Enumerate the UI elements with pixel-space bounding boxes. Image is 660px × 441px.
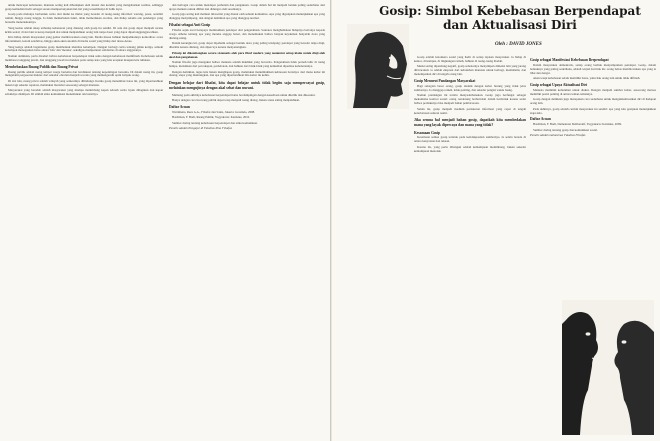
two-heads-illustration	[562, 300, 654, 435]
right-page-column-2	[530, 56, 656, 296]
body-paragraph-bold: Prinsip ini dikembangkan secara sistematis oleh para filsuf modern yang menuntut setiap klaim untuk diuji oleh akal dan pengalaman.	[169, 50, 325, 59]
body-paragraph: Gosip dengan demikian juga merupakan cara sederhana untuk mengaktualisasikan diri di hadapan orang lain.	[530, 97, 656, 106]
body-paragraph: Gosip adalah fenomena sosial yang hadir di setiap lapisan masyarakat. Ia hidup di kantor, di kampus, di lingkungan rumah, bahkan di ruang-ruang ibadah.	[414, 56, 526, 63]
body-paragraph: Filsafat sejak awal berupaya memisahkan pendapat dari pengetahuan. Sokrates menghabiskan hidupnya bertanya kepada warga Athena tentang apa yang mereka anggap benar, dan menemukan bahwa banyak keyakinan hanyalah doxa yang diulang-ulang.	[169, 28, 325, 40]
body-paragraph: Hanya dengan cara itu ruang publik dapat tetap menjadi ruang dialog, bukan arena saling menjatuhkan.	[172, 98, 300, 103]
body-paragraph: Namun demikian, perlu disadari bahwa kebebasan berpendapat tidak sama dengan kebebasan memfitnah. Kebebasan selalu membawa tanggung jawab, dan tanggung jawab itu melekat pada setiap kata yang kita ucapkan maupun kita tuliskan.	[5, 53, 163, 62]
section-heading: Gosip sebagai Upaya Aktualisasi Diri	[530, 83, 588, 88]
section-heading: Gosip Menurut Pandangan Masyarakat	[414, 79, 476, 84]
body-paragraph: Manusia memiliki kebutuhan untuk diakui. Dengan menjadi sumber kabar, seseorang merasa memiliki posisi penting di antara teman-temannya.	[530, 87, 656, 96]
body-paragraph: Dalam masyarakat demokratis, setiap orang berhak menyampaikan pendapat. Gosip, dalam bentuknya yang paling sederhana, adalah wujud dari hak itu: orang bebas membicarakan apa yang ia lihat dan dengar.	[530, 62, 656, 75]
section-heading: Filsafat sebagai Anti Gosip	[169, 23, 211, 28]
body-paragraph: Pada akhirnya, gosip adalah cermin masyarakat itu sendiri: apa yang kita gosipkan menunjukkan siapa kita.	[530, 106, 656, 115]
body-paragraph: Dengan demikian, tugas kita bukan menghapus gosip, melainkan menumbuhkan kebiasaan bertanya: dari mana kabar ini datang, siapa yang diuntungkan, dan apa yang dipertaruhkan bila kabar itu keliru.	[169, 69, 325, 78]
body-paragraph: Selain itu, gosip menjadi medium pertukaran informasi yang cepat di tengah keterbatasan saluran resmi.	[414, 106, 526, 115]
reference-item: Sumber daring tentang kebebasan berpendapat dan etika komunikasi.	[172, 120, 258, 125]
references-heading: Daftar Acuan	[530, 117, 551, 122]
article-title	[375, 4, 645, 32]
body-paragraph: dan berbagai cara untuk mendapat perhatian dan pengakuan. Gosip dalam hal ini menjadi bentuk paling sederhana dari upaya manusia untuk dilihat dan didengar oleh sesamanya.	[169, 4, 325, 11]
reference-item: Sumber daring tentang gosip dan komunikasi sosial.	[533, 127, 598, 132]
references-heading: Daftar Acuan	[169, 104, 190, 109]
reference-item: Hardiman, F. Budi, Ruang Publik, Yogyakarta: Kanisius, 2010.	[172, 115, 250, 120]
body-paragraph: Memang pada akhirnya kebebasan berpendapat harus berdampingan dengan kesediaan untuk dikritik dan dikoreksi.	[172, 92, 316, 97]
author-note: Penulis adalah Pengajar di Fakultas Ilmu Filsafat.	[169, 126, 233, 131]
body-paragraph: Gosip juga sering kali memuat nilai-nilai yang dianut oleh sebuah komunitas. Apa yang digosipkan menunjukkan apa yang dianggap menyimpang, dan dengan demikian apa yang dianggap normal.	[169, 12, 325, 21]
author-note: Penulis adalah mahasiswa Fakultas Filsafat.	[530, 133, 586, 138]
body-paragraph: Di sisi lain, ruang privat adalah wilayah yang semestinya dilindungi. Ketika gosip menembus batas ini, yang dipertaruhkan bukan lagi sekadar reputasi, melainkan martabat seseorang sebagai manusia.	[5, 78, 163, 87]
body-paragraph: Bagi sebagian besar orang, gosip identik dengan kabar burung yang tidak jelas sumbernya. Ia dianggap remeh, tidak penting, dan sekadar pengisi waktu luang.	[414, 83, 526, 92]
pull-quote: Jika semua hal menjadi bahan gosip, dapatkah kita membedakan mana yang layak dipercaya dan mana yang tidak?	[414, 118, 526, 128]
section-heading: Kesamaan Gosip	[414, 130, 441, 135]
right-page	[332, 0, 660, 441]
body-paragraph: Akan tetapi kebebasan selalu memiliki batas, yaitu hak orang lain untuk tidak difitnah.	[533, 76, 641, 81]
profile-illustration	[347, 24, 409, 109]
section-heading: Gosip sebagai Manifestasi Kebebasan Berpendapat	[530, 58, 609, 62]
body-paragraph: Yang ketiga adalah bagaimana gosip membentuk identitas kelompok. Dengan berbagi cerita tentang pihak ketiga, sebuah kelompok menegaskan batas antara 'kita' dan 'mereka', sekaligus memperkuat solidaritas di antara anggotanya.	[5, 44, 163, 53]
article-byline: Oleh : DAVID JONES	[495, 42, 542, 47]
body-paragraph: Dalam kerangka ini, gosip dapat dipahami sebagai bentuk doxa yang paling telanjang: pendapat yang beredar tanpa diuji, diterima karena diulang, dan dipercaya karena menyenangkan.	[169, 41, 325, 50]
body-paragraph: Gosip pada mulanya berbentuk cerita dari mulut ke mulut yang beredar di ruang-ruang informal: warung, pasar, serambi rumah, hingga ruang tunggu. Ia tidak memerlukan bukti, tidak memerlukan otoritas, dan hidup selama ada pendengar yang bersedia meneruskannya.	[5, 12, 163, 25]
body-paragraph: Yang kedua adalah sikap terhadap kebenaran yang diusung oleh gosip itu sendiri. Di satu sisi gosip dapat menjadi sarana kritik sosial; di sisi lain ia kerap menjadi alat untuk menjatuhkan orang lain tanpa dasar yang dapat dipertanggungjawabkan.	[5, 25, 163, 34]
reference-item: Hardiman, F. Budi, Demokrasi Deliberatif, Yogyakarta: Kanisius, 2009.	[533, 122, 622, 127]
article-title-line-2: dan Aktualisasi Diri	[443, 18, 577, 32]
body-paragraph: Meski sering dipandang negatif, gosip sebenarnya menyimpan dimensi lain yang jarang dibicarakan: ia adalah ekspresi dari kebutuhan manusia untuk berbagi, memahami, dan menempatkan diri di tengah orang lain.	[414, 64, 526, 77]
body-paragraph: Namun filsafat juga mengakui bahwa manusia adalah makhluk yang bercerita. Pengetahuan tidak pernah lahir di ruang hampa, melainkan dari percakapan, perdebatan, dan bahkan dari bisik-bisik yang kemudian diperiksa kebenarannya.	[169, 60, 325, 69]
article-title-line-1: Gosip: Simbol Kebebasan Berpendapat	[379, 4, 641, 18]
left-page-column-1	[5, 4, 163, 437]
reference-item: Wattimena, Reza A.A., Filsafat dan Sains, Jakarta: Grasindo, 2008.	[172, 109, 256, 114]
body-paragraph: Kesamaan semua gosip terletak pada ketidakpastian sumbernya. Ia selalu berada di antara kenyataan dan rekaan.	[414, 135, 526, 144]
body-paragraph: untuk mencapai kebenaran, manusia sering kali dihadapkan oleh situasi dan kondisi yang mengaburkan realitas, sehingga gosip kemudian hadir sebagai sarana mempertanyakan hal-hal yang tersembunyi di balik layar.	[5, 4, 163, 11]
right-page-column-1	[414, 56, 526, 436]
left-page-column-2	[169, 4, 325, 437]
body-paragraph: Masyarakat yang beradab adalah masyarakat yang mampu menimbang kapan sebuah cerita layak dibagikan dan kapan sebaiknya disimpan. Di sinilah etika komunikasi menemukan relevansinya.	[5, 88, 163, 97]
body-paragraph: Ruang publik adalah ruang tempat warga bertemu dan berdiskusi tentang kepentingan bersama. Di dalam ruang ini, gosip mengalami pergeseran makna: dari sekadar obrolan menjadi wacana yang memengaruhi opini banyak orang.	[5, 69, 163, 78]
body-paragraph: Kita hidup dalam masyarakat yang gemar membicarakan orang lain. Media massa bahkan menjadikannya komoditas: acara infotainment, kolom selebritas, hingga akun-akun anonim di media sosial yang hidup dari desas-desus.	[5, 35, 163, 44]
body-paragraph: Karena itu, yang perlu dibangun adalah kemampuan menimbang, bukan sekadar kemampuan menolak.	[414, 144, 526, 153]
body-paragraph: Namun pandangan ini terlalu menyederhanakan. Gosip juga berfungsi sebagai mekanisme kontrol sosial: orang cenderung berhati-hati dalam bertindak karena sadar bahwa perilakunya bisa menjadi bahan pembicaraan.	[414, 93, 526, 106]
pull-quote: Dengan belajar dari filsafat, kita dapat belajar untuk tidak begitu saja mempercayai gosip, melainkan mengujinya dengan akal sehat dan nurani.	[169, 81, 325, 90]
section-heading: Membebaskan Ruang Publik dan Ruang Privat	[5, 64, 78, 69]
